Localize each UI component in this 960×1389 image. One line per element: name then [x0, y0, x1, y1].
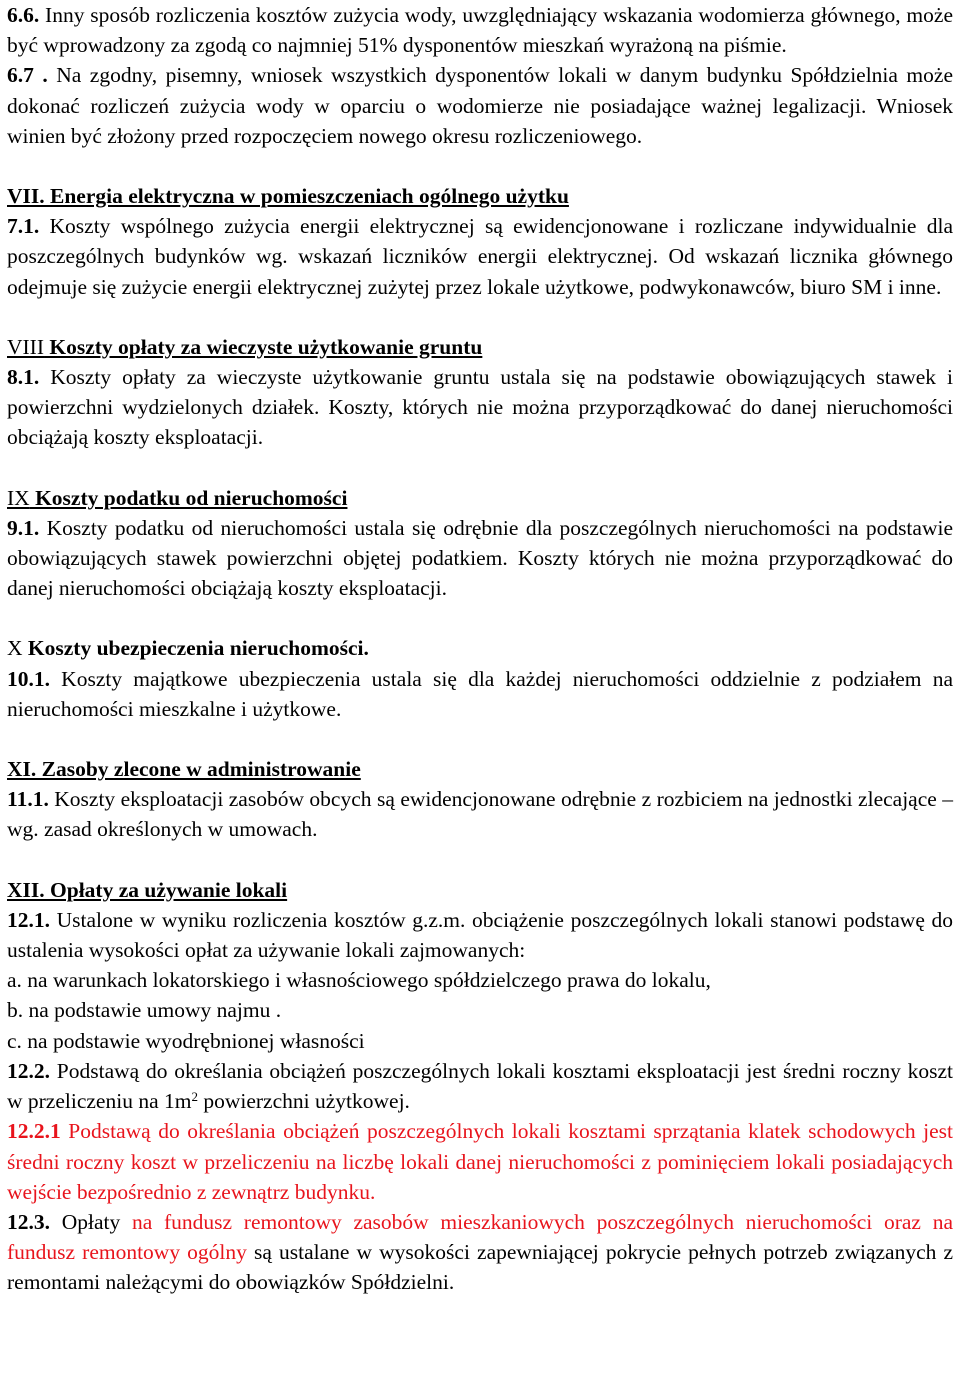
section-title: Koszty opłaty za wieczyste użytkowanie gruntu	[44, 334, 483, 359]
paragraph-text: Koszty wspólnego zużycia energii elektrycznej są ewidencjonowane i rozliczane indywidualnie dla poszczególnych budynków wg. wskazań liczników energii elektrycznej. Od wskazań licznika głównego odejmuje się zużycie energii elektrycznej zużytej przez lokale użytkowe, podwykonawców, biuro SM i inne.	[7, 214, 953, 299]
section-heading-x	[7, 633, 953, 663]
paragraph-number: 6.6.	[7, 3, 40, 27]
paragraph-number: 12.2.	[7, 1058, 50, 1083]
paragraph-text: Podstawą do określania obciążeń poszczególnych lokali kosztami sprzątania klatek schodowych jest średni roczny koszt w przeliczeniu na liczbę lokali danej nieruchomości z pominięciem lokali posiadających wejście bezpośrednio z zewnątrz budynku.	[7, 1119, 953, 1204]
list-item-c: c. na podstawie wyodrębnionej własności	[7, 1028, 365, 1053]
section-title: Koszty ubezpieczenia nieruchomości.	[22, 636, 369, 661]
paragraph-text: Inny sposób rozliczenia kosztów zużycia wody, uwzględniający wskazania wodomierza głównego, może być wprowadzony za zgodą co najmniej 51% dysponentów mieszkań wyrażoną na piśmie.	[7, 3, 953, 58]
paragraph-12-1	[7, 905, 953, 965]
paragraph-number: 12.3.	[7, 1209, 50, 1234]
spacer	[7, 845, 953, 875]
paragraph-7-1	[7, 211, 953, 302]
spacer	[7, 603, 953, 633]
paragraph-number: 9.1.	[7, 515, 40, 540]
paragraph-10-1	[7, 664, 953, 724]
paragraph-number: 12.2.1	[7, 1119, 61, 1144]
paragraph-text: Na zgodny, pisemny, wniosek wszystkich dysponentów lokali w danym budynku Spółdzielnia może dokonać rozliczeń zużycia wody w oparciu o wodomierze nie posiadające ważnej legalizacji. Wniosek winien być złożony przed rozpoczęciem nowego okresu rozliczeniowego.	[7, 63, 953, 148]
list-item-b: b. na podstawie umowy najmu .	[7, 998, 282, 1023]
paragraph-text-highlight: na fundusz remontowy zasobów mieszkaniowych poszczególnych nieruchomości oraz na fundusz remontowy ogólny	[7, 1209, 953, 1265]
section-title: Koszty podatku od nieruchomości	[29, 485, 348, 510]
section-roman: VIII	[7, 334, 45, 359]
paragraph-text: Koszty podatku od nieruchomości ustala się odrębnie dla poszczególnych nieruchomości na podstawie obowiązujących stawek powierzchni objętej podatkiem. Koszty których nie można przyporządkować do danej nieruchomości obciążają koszty eksploatacji.	[7, 515, 953, 601]
section-heading-xii: XII. Opłaty za używanie lokali	[7, 877, 288, 902]
paragraph-text: Koszty eksploatacji zasobów obcych są ewidencjonowane odrębnie z rozbiciem na jednostki zlecające – wg. zasad określonych w umowach.	[7, 787, 953, 842]
paragraph-text-tail: są ustalane w wysokości zapewniającej pokrycie pełnych potrzeb związanych z remontami należącymi do obowiązków Spółdzielni.	[7, 1240, 953, 1295]
spacer	[7, 302, 953, 332]
paragraph-8-1	[7, 362, 953, 453]
paragraph-text: Podstawą do określania obciążeń poszczególnych lokali kosztami eksploatacji jest średni roczny koszt w przeliczeniu na 1m	[7, 1058, 953, 1114]
paragraph-text: Koszty majątkowe ubezpieczenia ustala się dla każdej nieruchomości oddzielnie z podziałem na nieruchomości mieszkalne i użytkowe.	[7, 666, 953, 721]
paragraph-text: Opłaty	[50, 1209, 132, 1234]
paragraph-9-1	[7, 513, 953, 604]
paragraph-number: 7.1.	[7, 214, 40, 239]
paragraph-6-6	[7, 0, 953, 60]
list-item-a: a. na warunkach lokatorskiego i własnościowego spółdzielczego prawa do lokalu,	[7, 968, 711, 993]
section-roman: IX	[7, 485, 30, 510]
paragraph-text: Ustalone w wyniku rozliczenia kosztów g.z.m. obciążenie poszczególnych lokali stanowi podstawę do ustalenia wysokości opłat za używanie lokali zajmowanych:	[7, 907, 953, 963]
paragraph-number: 11.1.	[7, 787, 49, 812]
paragraph-number: 8.1.	[7, 365, 40, 390]
paragraph-number: 6.7 .	[7, 63, 48, 88]
superscript: 2	[191, 1089, 198, 1105]
section-heading-vii: VII. Energia elektryczna w pomieszczeniach ogólnego użytku	[7, 184, 569, 209]
spacer	[7, 453, 953, 483]
section-roman: X	[7, 636, 23, 661]
paragraph-6-7	[7, 60, 953, 151]
section-heading-viii	[7, 332, 953, 362]
spacer	[7, 724, 953, 754]
section-heading-ix	[7, 483, 953, 513]
paragraph-12-2-1	[7, 1116, 953, 1207]
paragraph-12-3	[7, 1207, 953, 1298]
paragraph-number: 12.1.	[7, 907, 50, 932]
paragraph-12-2	[7, 1056, 953, 1116]
spacer	[7, 151, 953, 181]
paragraph-text-tail: powierzchni użytkowej.	[197, 1089, 410, 1114]
paragraph-11-1	[7, 784, 953, 844]
paragraph-number: 10.1.	[7, 666, 50, 691]
section-heading-xi: XI. Zasoby zlecone w administrowanie	[7, 757, 361, 782]
paragraph-text: Koszty opłaty za wieczyste użytkowanie gruntu ustala się na podstawie obowiązujących stawek i powierzchni wydzielonych działek. Koszty, których nie można przyporządkować do danej nieruchomości obciążają koszty eksploatacji.	[7, 365, 953, 450]
